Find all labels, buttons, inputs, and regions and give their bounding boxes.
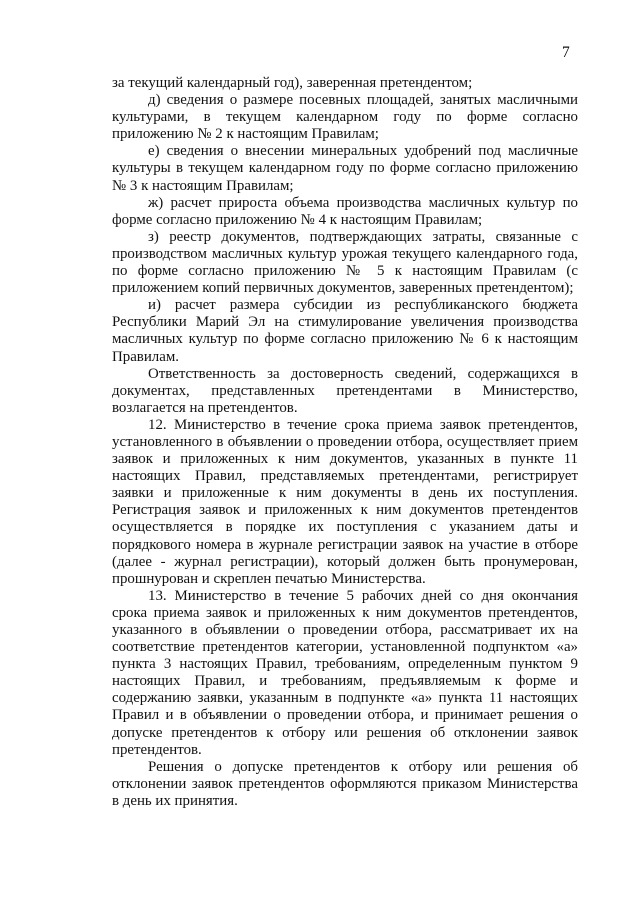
paragraph-item-e: е) сведения о внесении минеральных удобрений под масличные культуры в текущем календарном году по форме согласно приложению № 3 к настоящим Правилам; [112,143,578,194]
paragraph-item-zh: ж) расчет прироста объема производства масличных культур по форме согласно приложению № 4 к настоящим Правилам; [112,194,578,228]
paragraph-clause-12: 12. Министерство в течение срока приема заявок претендентов, установленного в объявлении о проведении отбора, осуществляет прием заявок и приложенных к ним документов, указанных в пункте 11 настоящих Правил, представляемых претендентами, регистрирует заявки и приложенные к ним документы в день их поступления. Регистрация заявок и приложенных к ним документов претендентов осуществляется в порядке их поступления с указанием даты и порядкового номера в журнале регистрации заявок на участие в отборе (далее - журнал регистрации), который должен быть пронумерован, прошнурован и скреплен печатью Министерства. [112,416,578,587]
document-body [112,75,578,810]
paragraph-decisions: Решения о допуске претендентов к отбору или решения об отклонении заявок претендентов оформляются приказом Министерства в день их принятия. [112,758,578,809]
paragraph-item-z: з) реестр документов, подтверждающих затраты, связанные с производством масличных культур урожая текущего календарного года, по форме согласно приложению № 5 к настоящим Правилам (с приложением копий первичных документов, заверенных претендентом); [112,228,578,297]
paragraph-responsibility: Ответственность за достоверность сведений, содержащихся в документах, представленных претендентами в Министерство, возлагается на претендентов. [112,365,578,416]
paragraph-continuation: за текущий календарный год), заверенная претендентом; [112,75,473,91]
page-number: 7 [562,44,570,61]
paragraph-item-i: и) расчет размера субсидии из республиканского бюджета Республики Марий Эл на стимулирование увеличения производства масличных культур по форме согласно приложению № 6 к настоящим Правилам. [112,297,578,365]
paragraph-item-d: д) сведения о размере посевных площадей, занятых масличными культурами, в текущем календарном году по форме согласно приложению № 2 к настоящим Правилам; [112,92,578,143]
paragraph-clause-13: 13. Министерство в течение 5 рабочих дней со дня окончания срока приема заявок и приложенных к ним документов претендентов, указанного в объявлении о проведении отбора, рассматривает их на соответствие претендентов категории, установленной подпунктом «а» пункта 3 настоящих Правил, требованиям, определенным пунктом 9 настоящих Правил, и требованиям, предъявляемым к форме и содержанию заявки, указанным в подпункте «а» пункта 11 настоящих Правил и в объявлении о проведении отбора, и принимает решения о допуске претендентов к отбору или решения об отклонении заявок претендентов. [112,587,578,758]
